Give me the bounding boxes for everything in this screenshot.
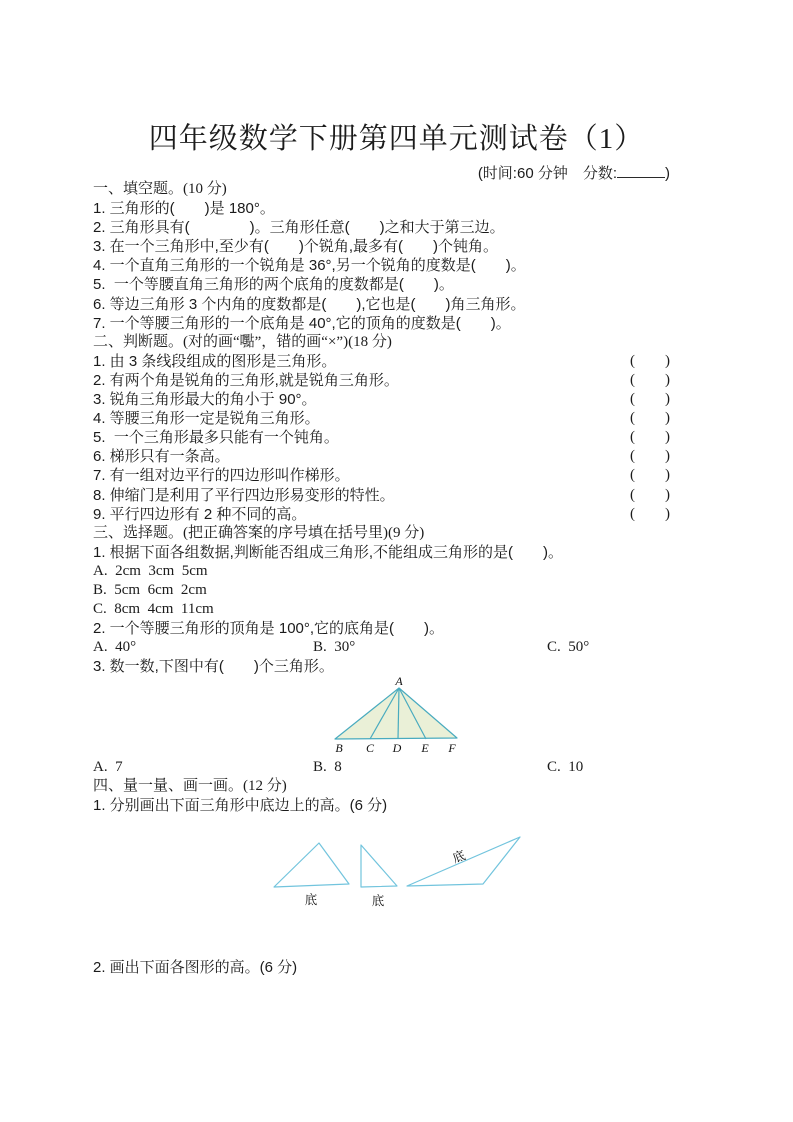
main-question-column: [93, 180, 670, 676]
triangle-1: [274, 843, 349, 887]
choice-q3-option-a: A. 7: [93, 759, 123, 775]
judge-text: 9. 平行四边形有 2 种不同的高。: [93, 505, 307, 523]
fill-item-2: 2. 三角形具有( )。三角形任意( )之和大于第三边。: [93, 219, 505, 237]
fill-item-3: 3. 在一个三角形中,至少有( )个锐角,最多有( )个钝角。: [93, 238, 498, 256]
section2-heading: 二、判断题。(对的画“嚸”，错的画“×”)(18 分): [93, 333, 392, 350]
section4-heading: 四、量一量、画一画。(12 分): [93, 778, 287, 795]
judge-row-6: [93, 447, 670, 466]
answer-paren: ( ): [630, 505, 670, 522]
judge-text: 4. 等腰三角形一定是锐角三角形。: [93, 410, 320, 428]
choice-q2-option-b: B. 30°: [313, 639, 356, 656]
meta-suffix: ): [665, 165, 670, 182]
answer-paren: ( ): [630, 371, 670, 388]
choice-q1-option-a: A. 2cm 3cm 5cm: [93, 562, 208, 579]
fill-item-1: 1. 三角形的( )是 180°。: [93, 200, 275, 218]
triangle-outline: [335, 688, 457, 739]
fill-item-7: 7. 一个等腰三角形的一个底角是 40°,它的顶角的度数是( )。: [93, 314, 511, 332]
choice-q1-option-c: C. 8cm 4cm 11cm: [93, 601, 214, 618]
base-label-1: 底: [304, 893, 318, 907]
vertex-label-b: B: [335, 741, 343, 755]
count-triangles-figure: [325, 672, 470, 757]
answer-paren: ( ): [630, 448, 670, 465]
answer-paren: ( ): [630, 352, 670, 369]
choice-q3-text: 3. 数一数,下图中有( )个三角形。: [93, 658, 334, 676]
judge-row-3: [93, 390, 670, 409]
triangle-2: [361, 845, 397, 887]
judge-row-2: [93, 371, 670, 390]
base-label-3: 底: [450, 848, 468, 866]
judge-row-8: [93, 486, 670, 505]
choice-q3-option-c: C. 10: [547, 759, 584, 775]
draw-q1-text: 1. 分别画出下面三角形中底边上的高。(6 分): [93, 797, 388, 815]
fill-item-6: 6. 等边三角形 3 个内角的度数都是( ),它也是( )角三角形。: [93, 295, 526, 313]
judge-text: 1. 由 3 条线段组成的图形是三角形。: [93, 352, 337, 370]
choice-q2-options-row: [93, 638, 670, 657]
answer-paren: ( ): [630, 486, 670, 503]
choice-q2-option-c: C. 50°: [547, 639, 590, 656]
judge-text: 5. 一个三角形最多只能有一个钝角。: [93, 429, 339, 447]
vertex-label-c: C: [365, 741, 375, 755]
judge-text: 7. 有一组对边平行的四边形叫作梯形。: [93, 467, 350, 485]
judge-text: 8. 伸缩门是利用了平行四边形易变形的特性。: [93, 486, 395, 504]
judge-row-4: [93, 409, 670, 428]
answer-paren: ( ): [630, 429, 670, 446]
answer-paren: ( ): [630, 467, 670, 484]
fill-item-5: 5. 一个等腰直角三角形的两个底角的度数都是( )。: [93, 276, 454, 294]
vertex-label-e: E: [421, 741, 429, 755]
judge-row-1: [93, 352, 670, 371]
vertex-label-d: D: [392, 741, 402, 755]
draw-q2-block: [93, 958, 670, 977]
base-triangles-figure: [265, 832, 535, 910]
section4-block: [93, 758, 670, 815]
draw-q2-text: 2. 画出下面各图形的高。(6 分): [93, 959, 298, 976]
answer-paren: ( ): [630, 410, 670, 427]
base-triangle-outlines: [274, 837, 520, 887]
vertex-label-f: F: [448, 741, 456, 755]
choice-q2-option-a: A. 40°: [93, 639, 137, 656]
triangle-figure-lines: [335, 688, 457, 739]
choice-q1-text: 1. 根据下面各组数据,判断能否组成三角形,不能组成三角形的是( )。: [93, 543, 564, 561]
section1-heading: 一、填空题。(10 分): [93, 181, 227, 197]
section3-heading: 三、选择题。(把正确答案的序号填在括号里)(9 分): [93, 524, 425, 541]
fill-item-4: 4. 一个直角三角形的一个锐角是 36°,另一个锐角的度数是( )。: [93, 257, 526, 275]
base-label-2: 底: [371, 894, 385, 908]
choice-q3-options-row: [93, 758, 670, 777]
choice-q3-option-b: B. 8: [313, 759, 342, 775]
judge-text: 6. 梯形只有一条高。: [93, 448, 230, 466]
judge-row-9: [93, 505, 670, 524]
choice-q2-text: 2. 一个等腰三角形的顶角是 100°,它的底角是( )。: [93, 620, 445, 638]
judge-text: 3. 锐角三角形最大的角小于 90°。: [93, 391, 317, 409]
choice-q1-option-b: B. 5cm 6cm 2cm: [93, 581, 207, 598]
judge-row-5: [93, 428, 670, 447]
judge-row-7: [93, 466, 670, 485]
page-title: 四年级数学下册第四单元测试卷（1）: [148, 123, 645, 155]
score-blank: [617, 163, 665, 178]
answer-paren: ( ): [630, 391, 670, 408]
meta-prefix: (时间:60 分钟 分数:: [477, 165, 617, 182]
judge-text: 2. 有两个角是锐角的三角形,就是锐角三角形。: [93, 371, 399, 389]
vertex-label-a: A: [395, 674, 403, 688]
